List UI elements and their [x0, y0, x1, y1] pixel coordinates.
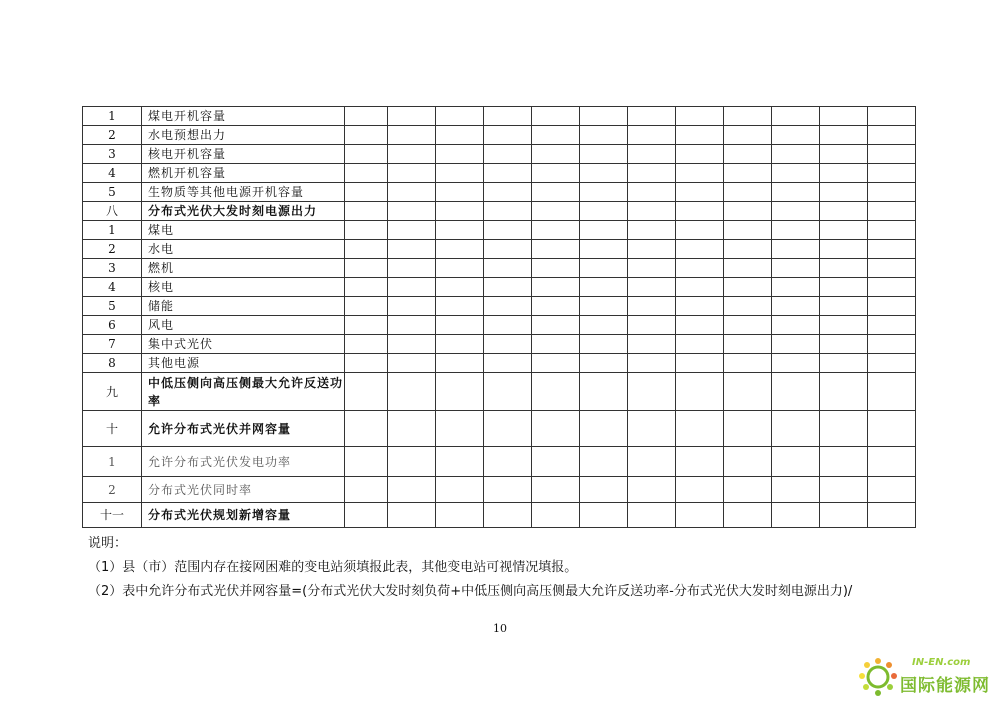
- table-row: [83, 183, 916, 202]
- row-number: 八: [83, 202, 142, 221]
- empty-cell: [820, 240, 868, 259]
- data-table: [82, 106, 916, 528]
- empty-cell: [676, 240, 724, 259]
- empty-cell: [820, 354, 868, 373]
- row-label: 储能: [142, 297, 345, 316]
- empty-cell: [484, 126, 532, 145]
- row-number: 3: [83, 145, 142, 164]
- empty-cell: [484, 411, 532, 447]
- empty-cell: [580, 278, 628, 297]
- empty-cell: [628, 221, 676, 240]
- empty-cell: [345, 221, 388, 240]
- empty-cell: [628, 297, 676, 316]
- empty-cell: [484, 221, 532, 240]
- empty-cell: [388, 164, 436, 183]
- empty-cell: [868, 202, 916, 221]
- empty-cell: [724, 316, 772, 335]
- table-row: [83, 202, 916, 221]
- empty-cell: [388, 145, 436, 164]
- empty-cell: [676, 503, 724, 528]
- empty-cell: [436, 202, 484, 221]
- row-number: 2: [83, 240, 142, 259]
- table-row: [83, 354, 916, 373]
- empty-cell: [580, 447, 628, 477]
- empty-cell: [868, 503, 916, 528]
- empty-cell: [772, 259, 820, 278]
- table-row: [83, 335, 916, 354]
- empty-cell: [388, 373, 436, 411]
- empty-cell: [580, 477, 628, 503]
- empty-cell: [628, 447, 676, 477]
- row-label: 燃机开机容量: [142, 164, 345, 183]
- row-label: 生物质等其他电源开机容量: [142, 183, 345, 202]
- empty-cell: [868, 316, 916, 335]
- empty-cell: [724, 164, 772, 183]
- empty-cell: [772, 164, 820, 183]
- empty-cell: [388, 202, 436, 221]
- empty-cell: [772, 183, 820, 202]
- empty-cell: [724, 240, 772, 259]
- row-label: 燃机: [142, 259, 345, 278]
- empty-cell: [345, 164, 388, 183]
- empty-cell: [676, 316, 724, 335]
- empty-cell: [772, 503, 820, 528]
- table-row: [83, 411, 916, 447]
- empty-cell: [628, 373, 676, 411]
- empty-cell: [628, 164, 676, 183]
- empty-cell: [345, 240, 388, 259]
- empty-cell: [868, 145, 916, 164]
- empty-cell: [436, 503, 484, 528]
- table-row: [83, 164, 916, 183]
- empty-cell: [388, 107, 436, 126]
- empty-cell: [580, 240, 628, 259]
- empty-cell: [532, 316, 580, 335]
- row-label: 允许分布式光伏并网容量: [142, 411, 345, 447]
- empty-cell: [868, 164, 916, 183]
- empty-cell: [676, 373, 724, 411]
- empty-cell: [868, 240, 916, 259]
- empty-cell: [345, 278, 388, 297]
- empty-cell: [345, 503, 388, 528]
- empty-cell: [724, 447, 772, 477]
- empty-cell: [724, 503, 772, 528]
- empty-cell: [724, 259, 772, 278]
- row-number: 十: [83, 411, 142, 447]
- empty-cell: [820, 221, 868, 240]
- empty-cell: [820, 278, 868, 297]
- row-number: 3: [83, 259, 142, 278]
- empty-cell: [820, 477, 868, 503]
- table-row: [83, 278, 916, 297]
- empty-cell: [345, 126, 388, 145]
- empty-cell: [724, 183, 772, 202]
- watermark-logo: [858, 655, 996, 699]
- empty-cell: [580, 107, 628, 126]
- empty-cell: [628, 477, 676, 503]
- empty-cell: [676, 259, 724, 278]
- empty-cell: [345, 316, 388, 335]
- empty-cell: [484, 503, 532, 528]
- empty-cell: [820, 107, 868, 126]
- empty-cell: [628, 335, 676, 354]
- empty-cell: [868, 411, 916, 447]
- empty-cell: [724, 278, 772, 297]
- empty-cell: [628, 503, 676, 528]
- table-row: [83, 297, 916, 316]
- table-row: [83, 221, 916, 240]
- empty-cell: [868, 447, 916, 477]
- empty-cell: [868, 259, 916, 278]
- empty-cell: [532, 145, 580, 164]
- page-number: 10: [493, 622, 507, 635]
- empty-cell: [388, 240, 436, 259]
- empty-cell: [345, 335, 388, 354]
- row-number: 5: [83, 183, 142, 202]
- empty-cell: [484, 447, 532, 477]
- empty-cell: [676, 145, 724, 164]
- table-row: [83, 240, 916, 259]
- empty-cell: [532, 107, 580, 126]
- empty-cell: [724, 354, 772, 373]
- empty-cell: [484, 145, 532, 164]
- empty-cell: [532, 126, 580, 145]
- row-number: 1: [83, 221, 142, 240]
- empty-cell: [724, 145, 772, 164]
- empty-cell: [580, 503, 628, 528]
- empty-cell: [724, 107, 772, 126]
- table-row: [83, 316, 916, 335]
- table-row: [83, 259, 916, 278]
- empty-cell: [628, 126, 676, 145]
- empty-cell: [820, 259, 868, 278]
- empty-cell: [388, 411, 436, 447]
- empty-cell: [628, 202, 676, 221]
- empty-cell: [868, 221, 916, 240]
- empty-cell: [724, 373, 772, 411]
- empty-cell: [676, 354, 724, 373]
- empty-cell: [628, 411, 676, 447]
- empty-cell: [820, 126, 868, 145]
- empty-cell: [532, 278, 580, 297]
- empty-cell: [820, 164, 868, 183]
- empty-cell: [580, 335, 628, 354]
- watermark-brand: 国际能源网: [900, 676, 990, 696]
- empty-cell: [772, 107, 820, 126]
- empty-cell: [676, 447, 724, 477]
- empty-cell: [628, 354, 676, 373]
- watermark-site: IN-EN.com: [912, 657, 971, 668]
- empty-cell: [580, 316, 628, 335]
- row-label: 核电开机容量: [142, 145, 345, 164]
- empty-cell: [436, 259, 484, 278]
- empty-cell: [772, 447, 820, 477]
- row-label: 煤电开机容量: [142, 107, 345, 126]
- empty-cell: [868, 477, 916, 503]
- empty-cell: [868, 297, 916, 316]
- empty-cell: [820, 373, 868, 411]
- empty-cell: [820, 411, 868, 447]
- empty-cell: [436, 107, 484, 126]
- empty-cell: [532, 297, 580, 316]
- empty-cell: [436, 354, 484, 373]
- empty-cell: [580, 411, 628, 447]
- row-number: 6: [83, 316, 142, 335]
- row-number: 7: [83, 335, 142, 354]
- empty-cell: [868, 335, 916, 354]
- empty-cell: [772, 297, 820, 316]
- empty-cell: [580, 373, 628, 411]
- row-label: 集中式光伏: [142, 335, 345, 354]
- row-label: 允许分布式光伏发电功率: [142, 447, 345, 477]
- empty-cell: [345, 145, 388, 164]
- table-row: [83, 477, 916, 503]
- empty-cell: [484, 278, 532, 297]
- empty-cell: [436, 145, 484, 164]
- row-label: 核电: [142, 278, 345, 297]
- empty-cell: [388, 183, 436, 202]
- row-label: 水电: [142, 240, 345, 259]
- empty-cell: [388, 335, 436, 354]
- empty-cell: [772, 278, 820, 297]
- empty-cell: [345, 447, 388, 477]
- empty-cell: [772, 373, 820, 411]
- empty-cell: [532, 447, 580, 477]
- empty-cell: [532, 477, 580, 503]
- table-row: [83, 107, 916, 126]
- empty-cell: [484, 354, 532, 373]
- empty-cell: [772, 221, 820, 240]
- empty-cell: [345, 202, 388, 221]
- empty-cell: [532, 335, 580, 354]
- row-label: 其他电源: [142, 354, 345, 373]
- empty-cell: [772, 354, 820, 373]
- empty-cell: [772, 477, 820, 503]
- empty-cell: [724, 202, 772, 221]
- empty-cell: [868, 278, 916, 297]
- empty-cell: [580, 221, 628, 240]
- empty-cell: [484, 477, 532, 503]
- empty-cell: [484, 164, 532, 183]
- note-item-2: （2）表中允许分布式光伏并网容量=(分布式光伏大发时刻负荷+中低压侧向高压侧最大允许反送功率-分布式光伏大发时刻电源出力)/: [88, 584, 853, 599]
- empty-cell: [345, 107, 388, 126]
- empty-cell: [676, 278, 724, 297]
- empty-cell: [436, 447, 484, 477]
- row-number: 4: [83, 278, 142, 297]
- empty-cell: [532, 373, 580, 411]
- empty-cell: [868, 373, 916, 411]
- empty-cell: [436, 278, 484, 297]
- row-label: 中低压侧向高压侧最大允许反送功率: [142, 373, 345, 411]
- empty-cell: [436, 240, 484, 259]
- row-number: 十一: [83, 503, 142, 528]
- empty-cell: [724, 126, 772, 145]
- empty-cell: [580, 145, 628, 164]
- empty-cell: [484, 183, 532, 202]
- row-number: 九: [83, 373, 142, 411]
- empty-cell: [868, 126, 916, 145]
- row-label: 水电预想出力: [142, 126, 345, 145]
- empty-cell: [628, 278, 676, 297]
- empty-cell: [820, 202, 868, 221]
- row-number: 5: [83, 297, 142, 316]
- empty-cell: [484, 373, 532, 411]
- empty-cell: [345, 259, 388, 278]
- empty-cell: [388, 126, 436, 145]
- empty-cell: [676, 221, 724, 240]
- empty-cell: [345, 354, 388, 373]
- empty-cell: [484, 335, 532, 354]
- empty-cell: [484, 240, 532, 259]
- empty-cell: [580, 259, 628, 278]
- empty-cell: [580, 164, 628, 183]
- empty-cell: [345, 297, 388, 316]
- empty-cell: [724, 477, 772, 503]
- empty-cell: [676, 202, 724, 221]
- empty-cell: [724, 221, 772, 240]
- table-row: [83, 373, 916, 411]
- empty-cell: [772, 240, 820, 259]
- empty-cell: [580, 354, 628, 373]
- empty-cell: [820, 503, 868, 528]
- row-label: 分布式光伏同时率: [142, 477, 345, 503]
- table-row: [83, 447, 916, 477]
- empty-cell: [436, 183, 484, 202]
- row-number: 4: [83, 164, 142, 183]
- empty-cell: [772, 411, 820, 447]
- empty-cell: [436, 297, 484, 316]
- row-number: 2: [83, 126, 142, 145]
- empty-cell: [772, 202, 820, 221]
- empty-cell: [724, 297, 772, 316]
- empty-cell: [484, 202, 532, 221]
- empty-cell: [820, 145, 868, 164]
- note-item-1: （1）县（市）范围内存在接网困难的变电站须填报此表，其他变电站可视情况填报。: [88, 560, 578, 575]
- empty-cell: [532, 354, 580, 373]
- row-number: 2: [83, 477, 142, 503]
- empty-cell: [676, 107, 724, 126]
- empty-cell: [820, 316, 868, 335]
- empty-cell: [868, 354, 916, 373]
- empty-cell: [436, 373, 484, 411]
- empty-cell: [676, 164, 724, 183]
- empty-cell: [724, 335, 772, 354]
- empty-cell: [868, 107, 916, 126]
- empty-cell: [532, 183, 580, 202]
- empty-cell: [388, 477, 436, 503]
- empty-cell: [484, 107, 532, 126]
- empty-cell: [580, 297, 628, 316]
- empty-cell: [436, 164, 484, 183]
- empty-cell: [532, 164, 580, 183]
- empty-cell: [676, 297, 724, 316]
- empty-cell: [532, 259, 580, 278]
- empty-cell: [345, 183, 388, 202]
- empty-cell: [820, 447, 868, 477]
- empty-cell: [532, 202, 580, 221]
- empty-cell: [345, 373, 388, 411]
- row-number: 1: [83, 447, 142, 477]
- empty-cell: [436, 126, 484, 145]
- empty-cell: [676, 183, 724, 202]
- empty-cell: [388, 503, 436, 528]
- row-label: 分布式光伏规划新增容量: [142, 503, 345, 528]
- empty-cell: [772, 126, 820, 145]
- empty-cell: [388, 316, 436, 335]
- empty-cell: [772, 335, 820, 354]
- empty-cell: [724, 411, 772, 447]
- empty-cell: [345, 411, 388, 447]
- empty-cell: [676, 335, 724, 354]
- empty-cell: [388, 221, 436, 240]
- empty-cell: [484, 297, 532, 316]
- empty-cell: [532, 221, 580, 240]
- empty-cell: [676, 411, 724, 447]
- table-row: [83, 145, 916, 164]
- empty-cell: [436, 316, 484, 335]
- empty-cell: [628, 145, 676, 164]
- empty-cell: [676, 126, 724, 145]
- empty-cell: [345, 477, 388, 503]
- empty-cell: [772, 145, 820, 164]
- empty-cell: [388, 297, 436, 316]
- empty-cell: [580, 126, 628, 145]
- empty-cell: [388, 354, 436, 373]
- table-row: [83, 503, 916, 528]
- empty-cell: [628, 183, 676, 202]
- row-label: 分布式光伏大发时刻电源出力: [142, 202, 345, 221]
- empty-cell: [772, 316, 820, 335]
- empty-cell: [628, 107, 676, 126]
- empty-cell: [388, 259, 436, 278]
- empty-cell: [820, 183, 868, 202]
- empty-cell: [580, 202, 628, 221]
- empty-cell: [580, 183, 628, 202]
- row-label: 风电: [142, 316, 345, 335]
- empty-cell: [532, 411, 580, 447]
- empty-cell: [676, 477, 724, 503]
- empty-cell: [484, 316, 532, 335]
- empty-cell: [436, 335, 484, 354]
- empty-cell: [484, 259, 532, 278]
- empty-cell: [820, 335, 868, 354]
- empty-cell: [532, 503, 580, 528]
- notes-section: [88, 532, 852, 604]
- empty-cell: [628, 240, 676, 259]
- empty-cell: [628, 259, 676, 278]
- notes-heading: 说明：: [88, 536, 128, 551]
- empty-cell: [436, 221, 484, 240]
- table-row: [83, 126, 916, 145]
- row-label: 煤电: [142, 221, 345, 240]
- empty-cell: [388, 447, 436, 477]
- row-number: 8: [83, 354, 142, 373]
- empty-cell: [388, 278, 436, 297]
- row-number: 1: [83, 107, 142, 126]
- empty-cell: [868, 183, 916, 202]
- empty-cell: [436, 411, 484, 447]
- empty-cell: [628, 316, 676, 335]
- empty-cell: [532, 240, 580, 259]
- empty-cell: [820, 297, 868, 316]
- empty-cell: [436, 477, 484, 503]
- sun-logo-icon: [858, 657, 898, 697]
